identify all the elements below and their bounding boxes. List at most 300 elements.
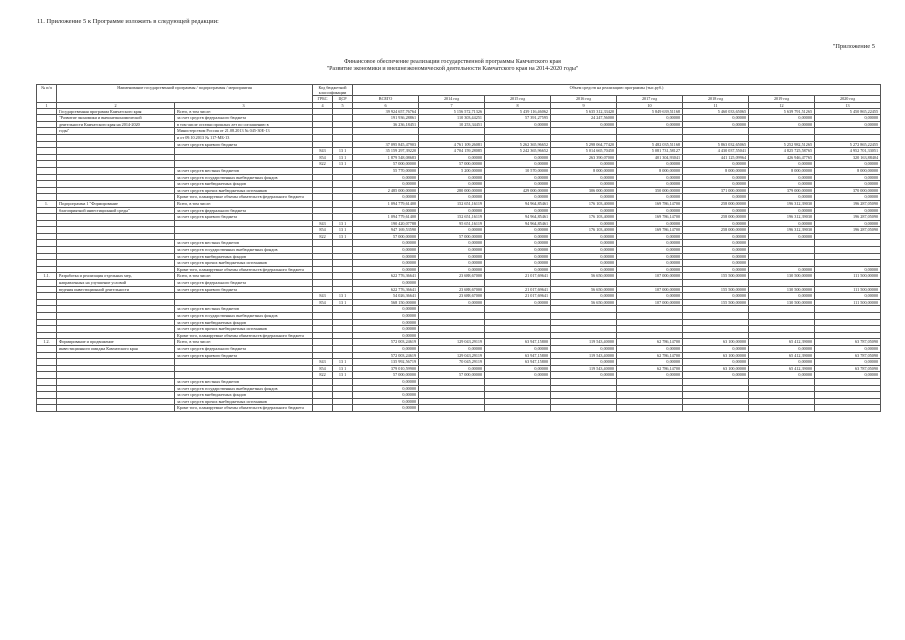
row-tsr-cell (333, 286, 353, 293)
row-number-cell (37, 154, 57, 161)
row-grbs-cell (313, 339, 333, 346)
row-name-cell (57, 306, 175, 313)
row-value-cell: 5 081 731,58127 (617, 148, 683, 155)
row-value-cell: 5 450 865,22455 (815, 108, 881, 115)
table-row (37, 313, 881, 320)
row-grbs-cell (313, 115, 333, 122)
row-tsr-cell (333, 280, 353, 287)
row-grbs-cell: 843 (313, 148, 333, 155)
row-source-cell (175, 220, 313, 227)
row-value-cell: 0,00000 (353, 247, 419, 254)
row-value-cell (551, 332, 617, 339)
row-tsr-cell (333, 194, 353, 201)
row-source-cell: за счет средств краевого бюджета (175, 214, 313, 221)
row-value-cell: 0,00000 (683, 115, 749, 122)
row-number-cell (37, 299, 57, 306)
row-value-cell: 4 704 159,28085 (419, 148, 485, 155)
row-value-cell: 0,00000 (551, 253, 617, 260)
row-tsr-cell (333, 200, 353, 207)
row-value-cell: 306 000,00000 (551, 187, 617, 194)
row-value-cell: 0,00000 (749, 121, 815, 128)
row-grbs-cell: 822 (313, 233, 333, 240)
row-number-cell (37, 359, 57, 366)
row-value-cell: 0,00000 (683, 345, 749, 352)
row-name-cell (57, 134, 175, 141)
table-row (37, 326, 881, 333)
row-value-cell: 258 000,00000 (683, 200, 749, 207)
col-year-header: 2014 год (419, 96, 485, 103)
row-value-cell: 0,00000 (617, 174, 683, 181)
row-tsr-cell (333, 260, 353, 267)
row-value-cell: 0,00000 (485, 372, 551, 379)
row-grbs-cell: 843 (313, 220, 333, 227)
row-value-cell (551, 398, 617, 405)
row-value-cell: 263 390,07000 (551, 154, 617, 161)
row-value-cell (485, 326, 551, 333)
row-value-cell (749, 260, 815, 267)
row-name-cell (57, 352, 175, 359)
row-source-cell: Кроме того, планируемые объемы обязательств федерального бюджета (175, 266, 313, 273)
row-value-cell: 110 303,44251 (419, 115, 485, 122)
row-value-cell: 111 500,00000 (815, 273, 881, 280)
row-value-cell: 5 635 312,33420 (551, 108, 617, 115)
row-value-cell: 107 000,00000 (617, 273, 683, 280)
row-value-cell: 0,00000 (749, 181, 815, 188)
column-index-cell: 7 (419, 102, 485, 108)
row-value-cell (683, 392, 749, 399)
row-value-cell: 57 000,00000 (353, 233, 419, 240)
appendix-label: "Приложение 5 (832, 43, 875, 50)
row-source-cell: за счет средств федерального бюджета (175, 345, 313, 352)
row-number-cell (37, 233, 57, 240)
row-value-cell: 0,00000 (749, 345, 815, 352)
row-value-cell: 169 786,14700 (617, 214, 683, 221)
row-number-cell: 1. (37, 200, 57, 207)
row-value-cell: 0,00000 (551, 174, 617, 181)
row-value-cell: 280 000,00000 (419, 187, 485, 194)
row-value-cell (749, 240, 815, 247)
row-tsr-cell: 13 1 (333, 227, 353, 234)
row-tsr-cell (333, 392, 353, 399)
row-value-cell: 0,00000 (551, 247, 617, 254)
table-row (37, 398, 881, 405)
row-value-cell: 0,00000 (485, 299, 551, 306)
row-tsr-cell (333, 339, 353, 346)
row-number-cell (37, 121, 57, 128)
row-grbs-cell (313, 200, 333, 207)
row-value-cell (815, 233, 881, 240)
row-grbs-cell (313, 108, 333, 115)
row-value-cell: 0,00000 (617, 220, 683, 227)
row-value-cell: 5 863 032,65065 (683, 141, 749, 148)
col-grbs-header: ГРБС (313, 96, 333, 103)
row-value-cell: 119 543,40000 (551, 365, 617, 372)
row-grbs-cell (313, 253, 333, 260)
row-number-cell (37, 266, 57, 273)
row-value-cell (683, 326, 749, 333)
row-value-cell: 0,00000 (749, 372, 815, 379)
row-value-cell: 5 460 033,65065 (683, 108, 749, 115)
row-value-cell: 5 298 064,77420 (551, 141, 617, 148)
row-value-cell: 0,00000 (485, 207, 551, 214)
row-value-cell: 0,00000 (485, 154, 551, 161)
row-value-cell: 0,00000 (419, 194, 485, 201)
row-value-cell: 23 688,67000 (419, 293, 485, 300)
row-value-cell: 622 776,36641 (353, 273, 419, 280)
row-number-cell (37, 181, 57, 188)
row-tsr-cell: 13 1 (333, 293, 353, 300)
row-value-cell: 176 103,40000 (551, 227, 617, 234)
row-value-cell: 62 786,14700 (617, 339, 683, 346)
table-row (37, 293, 881, 300)
row-value-cell: 94 964,85461 (485, 220, 551, 227)
table-row (37, 227, 881, 234)
row-grbs-cell (313, 214, 333, 221)
table-row (37, 233, 881, 240)
row-value-cell: 0,00000 (485, 181, 551, 188)
row-value-cell (551, 392, 617, 399)
row-name-cell (57, 233, 175, 240)
row-name-cell (57, 187, 175, 194)
row-value-cell (683, 385, 749, 392)
row-value-cell: 0,00000 (419, 227, 485, 234)
row-name-cell: инвестиционного имиджа Камчатского края (57, 345, 175, 352)
row-value-cell: 57 000,00000 (419, 161, 485, 168)
row-source-cell: за счет средств прочих внебюджетных источников (175, 260, 313, 267)
row-value-cell: 371 000,00000 (683, 187, 749, 194)
col-name-header: Наименование государственной программы / подпрограммы / мероприятия (57, 85, 313, 103)
row-value-cell (815, 260, 881, 267)
row-value-cell: 572 003,24619 (353, 339, 419, 346)
row-name-cell: Подпрограмма 1 "Формирование (57, 200, 175, 207)
row-value-cell (617, 280, 683, 287)
row-value-cell: 0,00000 (683, 174, 749, 181)
row-value-cell: 0,00000 (749, 293, 815, 300)
row-source-cell: за счет средств краевого бюджета (175, 352, 313, 359)
row-source-cell: за счет средств внебюджетных фондов (175, 181, 313, 188)
row-source-cell: за счет средств внебюджетных фондов (175, 319, 313, 326)
row-value-cell: 63 100,00000 (683, 365, 749, 372)
row-name-cell: благоприятной инвестиционной среды" (57, 207, 175, 214)
row-source-cell: за счет средств местных бюджетов (175, 306, 313, 313)
row-grbs-cell (313, 326, 333, 333)
row-value-cell: 62 786,14700 (617, 365, 683, 372)
col-num-header: № п/п (37, 85, 57, 103)
row-value-cell (617, 326, 683, 333)
row-value-cell: 5 156 572,71326 (419, 108, 485, 115)
row-value-cell: 258 000,00000 (683, 227, 749, 234)
row-value-cell: 0,00000 (815, 181, 881, 188)
row-value-cell (419, 398, 485, 405)
row-value-cell: 0,00000 (353, 326, 419, 333)
row-source-cell: Всего, в том числе: (175, 339, 313, 346)
col-year-header: 2020 год (815, 96, 881, 103)
row-value-cell (683, 280, 749, 287)
row-value-cell (551, 313, 617, 320)
row-source-cell: за счет средств прочих внебюджетных источников (175, 187, 313, 194)
row-value-cell: 152 651,16119 (419, 200, 485, 207)
row-number-cell (37, 227, 57, 234)
row-source-cell (175, 233, 313, 240)
row-source-cell (175, 154, 313, 161)
row-name-cell (57, 148, 175, 155)
row-value-cell: 4 952 701,33051 (815, 148, 881, 155)
row-number-cell (37, 214, 57, 221)
row-grbs-cell: 854 (313, 365, 333, 372)
column-index-cell: 4 (313, 102, 333, 108)
table-row (37, 247, 881, 254)
row-tsr-cell (333, 187, 353, 194)
row-name-cell (57, 372, 175, 379)
row-value-cell: 5 272 865,22455 (815, 141, 881, 148)
row-value-cell: 379 010,59900 (353, 365, 419, 372)
row-value-cell: 63 100,00000 (683, 339, 749, 346)
row-tsr-cell (333, 108, 353, 115)
column-index-cell: 8 (485, 102, 551, 108)
row-value-cell: 70 045,29119 (419, 359, 485, 366)
row-grbs-cell (313, 378, 333, 385)
row-tsr-cell (333, 306, 353, 313)
row-name-cell: Государственная программа Камчатского края (57, 108, 175, 115)
row-number-cell (37, 398, 57, 405)
row-value-cell (749, 398, 815, 405)
row-value-cell: 119 543,40000 (551, 352, 617, 359)
row-value-cell: 0,00000 (353, 174, 419, 181)
row-tsr-cell: 13 1 (333, 220, 353, 227)
row-value-cell: 55 770,00000 (353, 167, 419, 174)
row-source-cell: за счет средств местных бюджетов (175, 167, 313, 174)
row-value-cell: 0,00000 (617, 372, 683, 379)
row-value-cell: 0,00000 (485, 345, 551, 352)
row-value-cell: 10 253,34451 (419, 121, 485, 128)
row-value-cell: 572 003,24619 (353, 352, 419, 359)
row-value-cell (815, 398, 881, 405)
row-value-cell (617, 319, 683, 326)
row-value-cell: 350 000,00000 (617, 187, 683, 194)
row-number-cell (37, 207, 57, 214)
row-value-cell: 0,00000 (419, 260, 485, 267)
row-value-cell (815, 134, 881, 141)
row-value-cell: 63 947,15800 (485, 339, 551, 346)
row-value-cell: 5 262 365,96652 (485, 141, 551, 148)
row-value-cell: 0,00000 (551, 161, 617, 168)
row-value-cell (353, 134, 419, 141)
row-value-cell: 111 500,00000 (815, 286, 881, 293)
row-value-cell: 0,00000 (551, 293, 617, 300)
row-value-cell: 0,00000 (353, 253, 419, 260)
row-number-cell (37, 392, 57, 399)
row-value-cell: 152 651,16119 (419, 214, 485, 221)
row-value-cell: 0,00000 (551, 181, 617, 188)
row-name-cell: ведения инвестиционной деятельности (57, 286, 175, 293)
row-value-cell (419, 326, 485, 333)
row-value-cell: 441 125,09964 (683, 154, 749, 161)
row-value-cell (551, 319, 617, 326)
row-value-cell (749, 247, 815, 254)
row-value-cell: 0,00000 (353, 345, 419, 352)
row-source-cell (175, 161, 313, 168)
row-source-cell: за счет средств федерального бюджета (175, 280, 313, 287)
row-tsr-cell (333, 313, 353, 320)
row-number-cell (37, 134, 57, 141)
row-tsr-cell (333, 247, 353, 254)
row-grbs-cell (313, 398, 333, 405)
row-value-cell: 0,00000 (617, 181, 683, 188)
table-row (37, 286, 881, 293)
row-value-cell: 0,00000 (749, 174, 815, 181)
row-name-cell (57, 227, 175, 234)
row-value-cell: 4 761 109,26081 (419, 141, 485, 148)
row-name-cell (57, 319, 175, 326)
row-value-cell: 5 639 791,51265 (749, 108, 815, 115)
row-value-cell (617, 405, 683, 412)
row-grbs-cell (313, 194, 333, 201)
row-value-cell: 56 650,00000 (551, 286, 617, 293)
row-value-cell: 4 825 725,58765 (749, 148, 815, 155)
row-value-cell: 21 017,69641 (485, 293, 551, 300)
row-grbs-cell (313, 207, 333, 214)
row-value-cell (815, 326, 881, 333)
table-row (37, 108, 881, 115)
row-value-cell (683, 378, 749, 385)
row-value-cell (815, 385, 881, 392)
row-source-cell (175, 148, 313, 155)
row-value-cell: 0,00000 (353, 319, 419, 326)
row-source-cell: за счет средств прочих внебюджетных источников (175, 326, 313, 333)
row-value-cell (749, 253, 815, 260)
row-source-cell: Министерством Россия от 21.08.2013 № 045-30Е-13 (175, 128, 313, 135)
row-value-cell (617, 313, 683, 320)
row-value-cell: 196 312,39030 (749, 214, 815, 221)
row-value-cell: 0,00000 (617, 233, 683, 240)
row-tsr-cell (333, 266, 353, 273)
row-number-cell (37, 280, 57, 287)
row-value-cell (485, 332, 551, 339)
row-source-cell (175, 365, 313, 372)
row-number-cell (37, 378, 57, 385)
row-name-cell: годы" (57, 128, 175, 135)
table-row (37, 220, 881, 227)
row-name-cell (57, 220, 175, 227)
row-value-cell (815, 319, 881, 326)
row-value-cell (815, 313, 881, 320)
row-name-cell (57, 398, 175, 405)
table-row (37, 319, 881, 326)
row-tsr-cell (333, 207, 353, 214)
row-value-cell: 0,00000 (485, 247, 551, 254)
table-row (37, 306, 881, 313)
table-row (37, 134, 881, 141)
row-value-cell (551, 378, 617, 385)
row-value-cell (749, 385, 815, 392)
row-number-cell (37, 161, 57, 168)
row-value-cell: 63 787,05090 (815, 365, 881, 372)
row-name-cell: "Развитие экономики и внешнеэкономической (57, 115, 175, 122)
row-value-cell (419, 405, 485, 412)
row-value-cell: 0,00000 (617, 121, 683, 128)
row-grbs-cell (313, 405, 333, 412)
row-value-cell: 0,00000 (815, 174, 881, 181)
row-value-cell: 0,00000 (749, 220, 815, 227)
row-value-cell (749, 128, 815, 135)
row-value-cell (485, 385, 551, 392)
row-name-cell (57, 405, 175, 412)
row-value-cell: 0,00000 (419, 266, 485, 273)
row-value-cell (485, 398, 551, 405)
row-value-cell: 57 000,00000 (353, 372, 419, 379)
row-value-cell: 0,00000 (749, 194, 815, 201)
row-value-cell: 0,00000 (551, 345, 617, 352)
row-value-cell (749, 280, 815, 287)
col-year-header: 2018 год (683, 96, 749, 103)
row-value-cell: 36 236,18451 (353, 121, 419, 128)
row-value-cell: 0,00000 (353, 266, 419, 273)
row-value-cell: 0,00000 (353, 260, 419, 267)
row-value-cell: 54 026,36641 (353, 293, 419, 300)
row-value-cell (749, 392, 815, 399)
row-value-cell (485, 128, 551, 135)
row-value-cell: 0,00000 (551, 372, 617, 379)
row-value-cell: 0,00000 (353, 313, 419, 320)
row-grbs-cell (313, 167, 333, 174)
row-value-cell: 107 000,00000 (617, 299, 683, 306)
table-row (37, 200, 881, 207)
row-number-cell (37, 345, 57, 352)
row-name-cell (57, 174, 175, 181)
row-value-cell (683, 306, 749, 313)
row-value-cell: 320 163,88404 (815, 154, 881, 161)
row-value-cell: 130 500,00000 (749, 299, 815, 306)
row-grbs-cell (313, 392, 333, 399)
row-value-cell: 5 014 665,70450 (551, 148, 617, 155)
row-value-cell: 401 304,93041 (617, 154, 683, 161)
row-value-cell: 0,00000 (683, 293, 749, 300)
row-value-cell: 0,00000 (683, 372, 749, 379)
row-value-cell: 56 650,00000 (551, 299, 617, 306)
row-value-cell (815, 332, 881, 339)
row-value-cell: 0,00000 (419, 240, 485, 247)
row-value-cell (551, 134, 617, 141)
row-value-cell (683, 319, 749, 326)
row-source-cell (175, 227, 313, 234)
row-value-cell: 111 500,00000 (815, 299, 881, 306)
row-name-cell (57, 240, 175, 247)
row-tsr-cell (333, 352, 353, 359)
row-grbs-cell (313, 286, 333, 293)
row-source-cell: Всего, в том числе: (175, 200, 313, 207)
row-value-cell: 0,00000 (815, 121, 881, 128)
row-value-cell: 196 287,05090 (815, 200, 881, 207)
row-value-cell: 0,00000 (419, 207, 485, 214)
row-value-cell: 0,00000 (617, 115, 683, 122)
row-source-cell: за счет средств федерального бюджета (175, 207, 313, 214)
row-value-cell (485, 378, 551, 385)
row-value-cell: 0,00000 (551, 220, 617, 227)
row-value-cell (617, 378, 683, 385)
row-value-cell: 155 500,00000 (683, 286, 749, 293)
row-value-cell: 0,00000 (683, 207, 749, 214)
row-value-cell: 0,00000 (485, 260, 551, 267)
table-row (37, 141, 881, 148)
row-value-cell: 0,00000 (419, 345, 485, 352)
table-row (37, 148, 881, 155)
row-value-cell: 0,00000 (617, 194, 683, 201)
row-value-cell (551, 405, 617, 412)
row-tsr-cell (333, 398, 353, 405)
column-index-cell: 11 (683, 102, 749, 108)
row-value-cell: 4 430 037,55041 (683, 148, 749, 155)
row-value-cell: 5 849 639,51168 (617, 108, 683, 115)
